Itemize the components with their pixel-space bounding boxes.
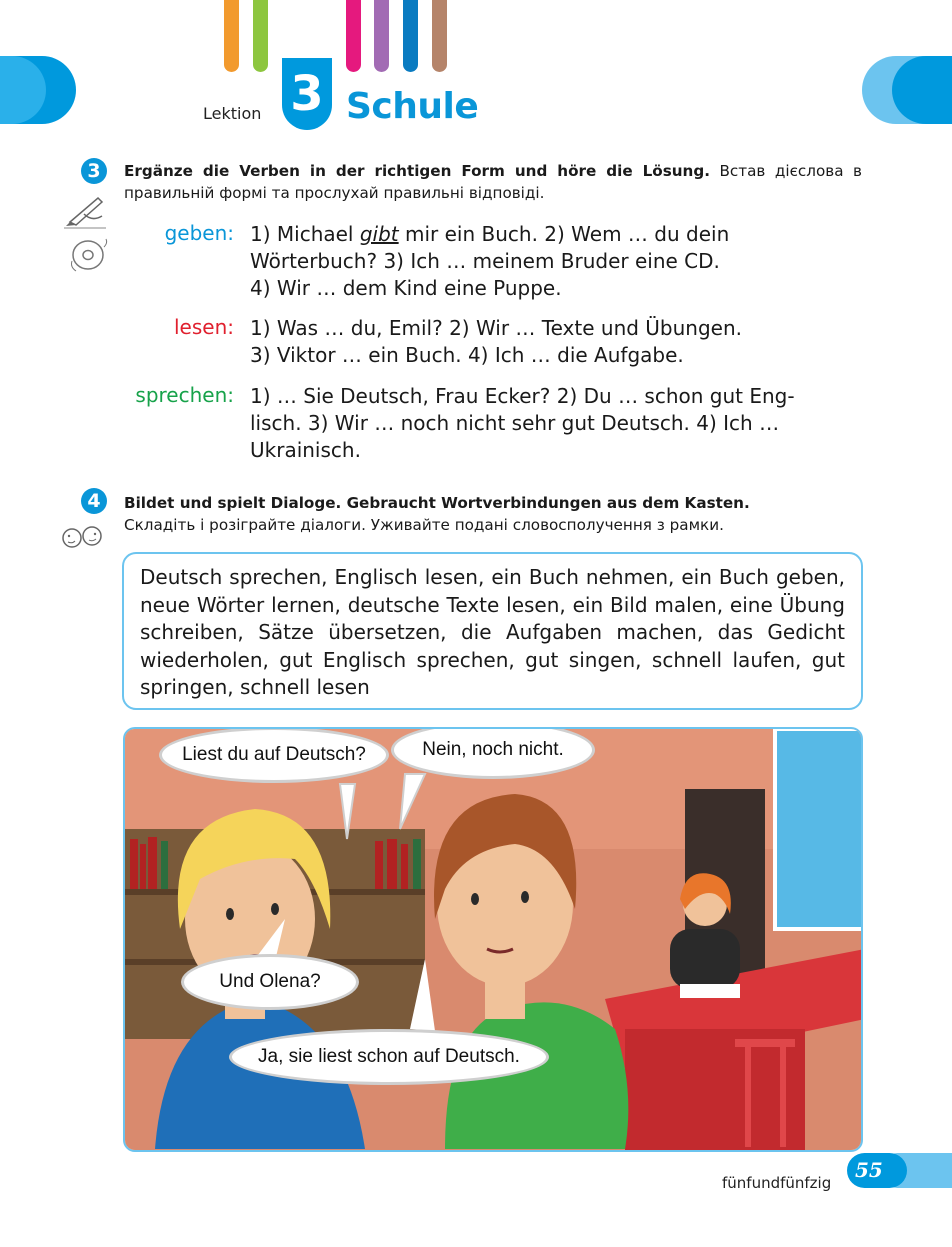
exercise-3-number: 3 [81, 158, 107, 184]
sprechen-line-2: lisch. 3) Wir … noch nicht sehr gut Deutsch. 4) Ich … [250, 411, 780, 435]
exercise-4-instruction-de: Bildet und spielt Dialoge. Gebraucht Wortverbindungen aus dem Kasten. [124, 494, 750, 512]
sprechen-line-3: Ukrainisch. [250, 438, 361, 462]
sprechen-sentences [250, 383, 860, 464]
header-stripe-orange [224, 0, 239, 72]
lesen-line-2: 3) Viktor … ein Buch. 4) Ich … die Aufgabe. [250, 343, 684, 367]
right-header-tab-inner [892, 56, 952, 124]
exercise-4-instruction-uk: Складіть і розіграйте діалоги. Уживайте подані словосполучення з рамки. [124, 516, 724, 534]
pencil-hand-icon [62, 192, 108, 230]
page-number-word: fünfundfünfzig [722, 1174, 832, 1192]
verb-geben [165, 221, 234, 245]
header-stripe-blue [403, 0, 418, 72]
exercise-4-instruction [124, 492, 862, 536]
geben-example-answer: gibt [359, 222, 399, 246]
talking-heads-icon [58, 522, 108, 552]
word-box: Deutsch sprechen, Englisch lesen, ein Buch nehmen, ein Buch geben, neue Wörter lernen, deutsche Texte lesen, ein Bild malen, eine Übung schreiben, Sätze übersetzen, die Aufgaben machen, das Gedicht wiederholen, gut Englisch sprechen, gut singen, schnell laufen, gut springen, schnell lesen [122, 552, 863, 710]
sprechen-line-1: 1) … Sie Deutsch, Frau Ecker? 2) Du … schon gut Eng- [250, 384, 795, 408]
lesson-number: 3 [282, 58, 332, 130]
exercise-4-number: 4 [81, 488, 107, 514]
exercise-3-instruction-uk: Встав дієслова в правильній формі та прослухай правильні відповіді. [124, 162, 862, 202]
verb-sprechen [135, 383, 234, 407]
geben-line-3: 4) Wir … dem Kind eine Puppe. [250, 276, 562, 300]
lesson-title: Schule [346, 86, 479, 127]
geben-line-1-pre: 1) Michael [250, 222, 360, 246]
lesen-line-1: 1) Was … du, Emil? 2) Wir … Texte und Übungen. [250, 316, 743, 340]
speech-bubble-2: Nein, noch nicht. [391, 727, 595, 779]
geben-line-1 [250, 221, 860, 248]
exercise-3-instruction-de: Ergänze die Verben in der richtigen Form und höre die Lösung. [124, 162, 711, 180]
geben-line-2: Wörterbuch? 3) Ich … meinem Bruder eine CD. [250, 249, 720, 273]
verb-lesen [174, 315, 234, 339]
speech-bubble-3: Und Olena? [181, 954, 359, 1010]
cd-icon [68, 237, 110, 273]
geben-sentences [250, 221, 860, 302]
exercise-3-instruction [124, 160, 862, 204]
header-stripe-purple [374, 0, 389, 72]
lesen-sentences [250, 315, 860, 369]
verb-lesen-label: lesen: [174, 315, 234, 339]
header-stripe-green [253, 0, 268, 72]
geben-line-1-post: mir ein Buch. 2) Wem … du dein [398, 222, 730, 246]
verb-geben-label: geben: [164, 221, 234, 245]
dialogue-illustration [123, 727, 863, 1152]
page-number: 55 [847, 1153, 907, 1188]
lektion-label: Lektion [203, 104, 262, 123]
header-stripe-brown [432, 0, 447, 72]
speech-bubble-1: Liest du auf Deutsch? [159, 727, 389, 783]
speech-bubble-4: Ja, sie liest schon auf Deutsch. [229, 1029, 549, 1085]
classroom-scene [125, 729, 863, 1152]
header-stripe-pink [346, 0, 361, 72]
verb-sprechen-label: sprechen: [135, 383, 234, 407]
